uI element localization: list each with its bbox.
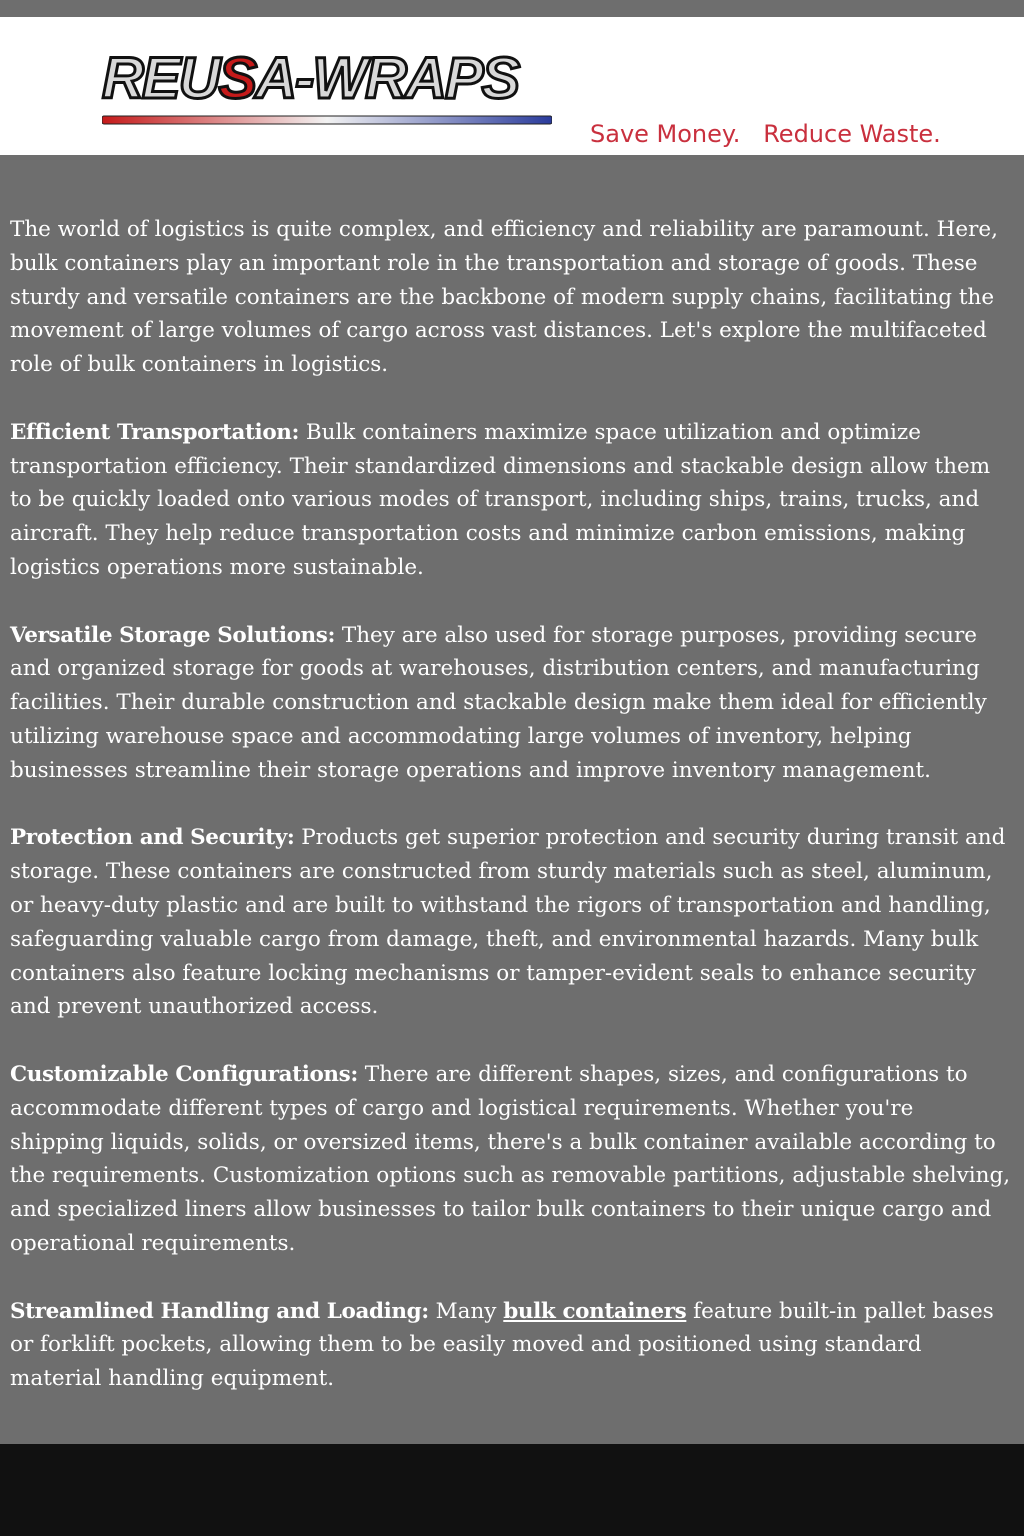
article-body — [10, 213, 1012, 1430]
intro-paragraph: The world of logistics is quite complex, and efficiency and reliability are paramount. Here, bulk containers play an important role in the transportation and storage of goods. These sturdy and versatile containers are the backbone of modern supply chains, facilitating the movement of large volumes of cargo across vast distances. Let's explore the multifaceted role of bulk containers in logistics. — [10, 217, 998, 378]
top-border-strip — [0, 0, 1024, 17]
section-body: They are also used for storage purposes, providing secure and organized storage for goods at warehouses, distribution centers, and manufacturing facilities. Their durable construction and stackable design make them ideal for efficiently utilizing warehouse space and accommodating large volumes of inventory, helping businesses streamline their storage operations and improve inventory management. — [10, 622, 987, 783]
section-heading: Efficient Transportation: — [10, 419, 300, 445]
section-paragraph — [10, 416, 1012, 585]
bulk-containers-link[interactable]: bulk containers — [503, 1298, 687, 1324]
section-heading: Streamlined Handling and Loading: — [10, 1298, 429, 1324]
section-body: There are different shapes, sizes, and configurations to accommodate different types of cargo and logistical requirements. Whether you're shipping liquids, solids, or oversized items, there's a bulk container available according to the requirements. Customization options such as removable partitions, adjustable shelving, and specialized liners allow businesses to tailor bulk containers to their unique cargo and operational requirements. — [10, 1061, 1011, 1256]
section-body-before-link: Many — [428, 1298, 504, 1324]
section-paragraph — [10, 821, 1012, 1024]
section-heading: Customizable Configurations: — [10, 1061, 358, 1087]
logo-wordmark — [102, 47, 518, 111]
footer-bar — [0, 1444, 1024, 1536]
logo[interactable] — [102, 47, 552, 147]
section-body-after-link: feature built-in pallet bases or forklift pockets, allowing them to be easily moved and positioned using standard material handling equipment. — [10, 1298, 994, 1392]
section-heading: Versatile Storage Solutions: — [10, 622, 336, 648]
section-body: Products get superior protection and security during transit and storage. These containers are constructed from sturdy materials such as steel, aluminum, or heavy-duty plastic and are built to withstand the rigors of transportation and handling, safeguarding valuable cargo from damage, theft, and environmental hazards. Many bulk containers also feature locking mechanisms or tamper-evident seals to enhance security and prevent unauthorized access. — [10, 825, 1006, 1020]
section-body: Bulk containers maximize space utilization and optimize transportation efficiency. Their standardized dimensions and stackable design allow them to be quickly loaded onto various modes of transport, including ships, trains, trucks, and aircraft. They help reduce transportation costs and minimize carbon emissions, making logistics operations more sustainable. — [10, 419, 991, 580]
logo-part-1: REU — [102, 46, 219, 111]
logo-part-3: A-WRAPS — [255, 46, 519, 111]
section-heading: Protection and Security: — [10, 825, 295, 851]
logo-swoosh-graphic — [102, 115, 552, 125]
section-paragraph — [10, 1058, 1012, 1261]
section-paragraph — [10, 619, 1012, 788]
tagline: Save Money. Reduce Waste. — [590, 120, 941, 148]
site-header — [0, 17, 1024, 155]
logo-part-2: S — [218, 46, 256, 111]
section-paragraph — [10, 1295, 1012, 1396]
